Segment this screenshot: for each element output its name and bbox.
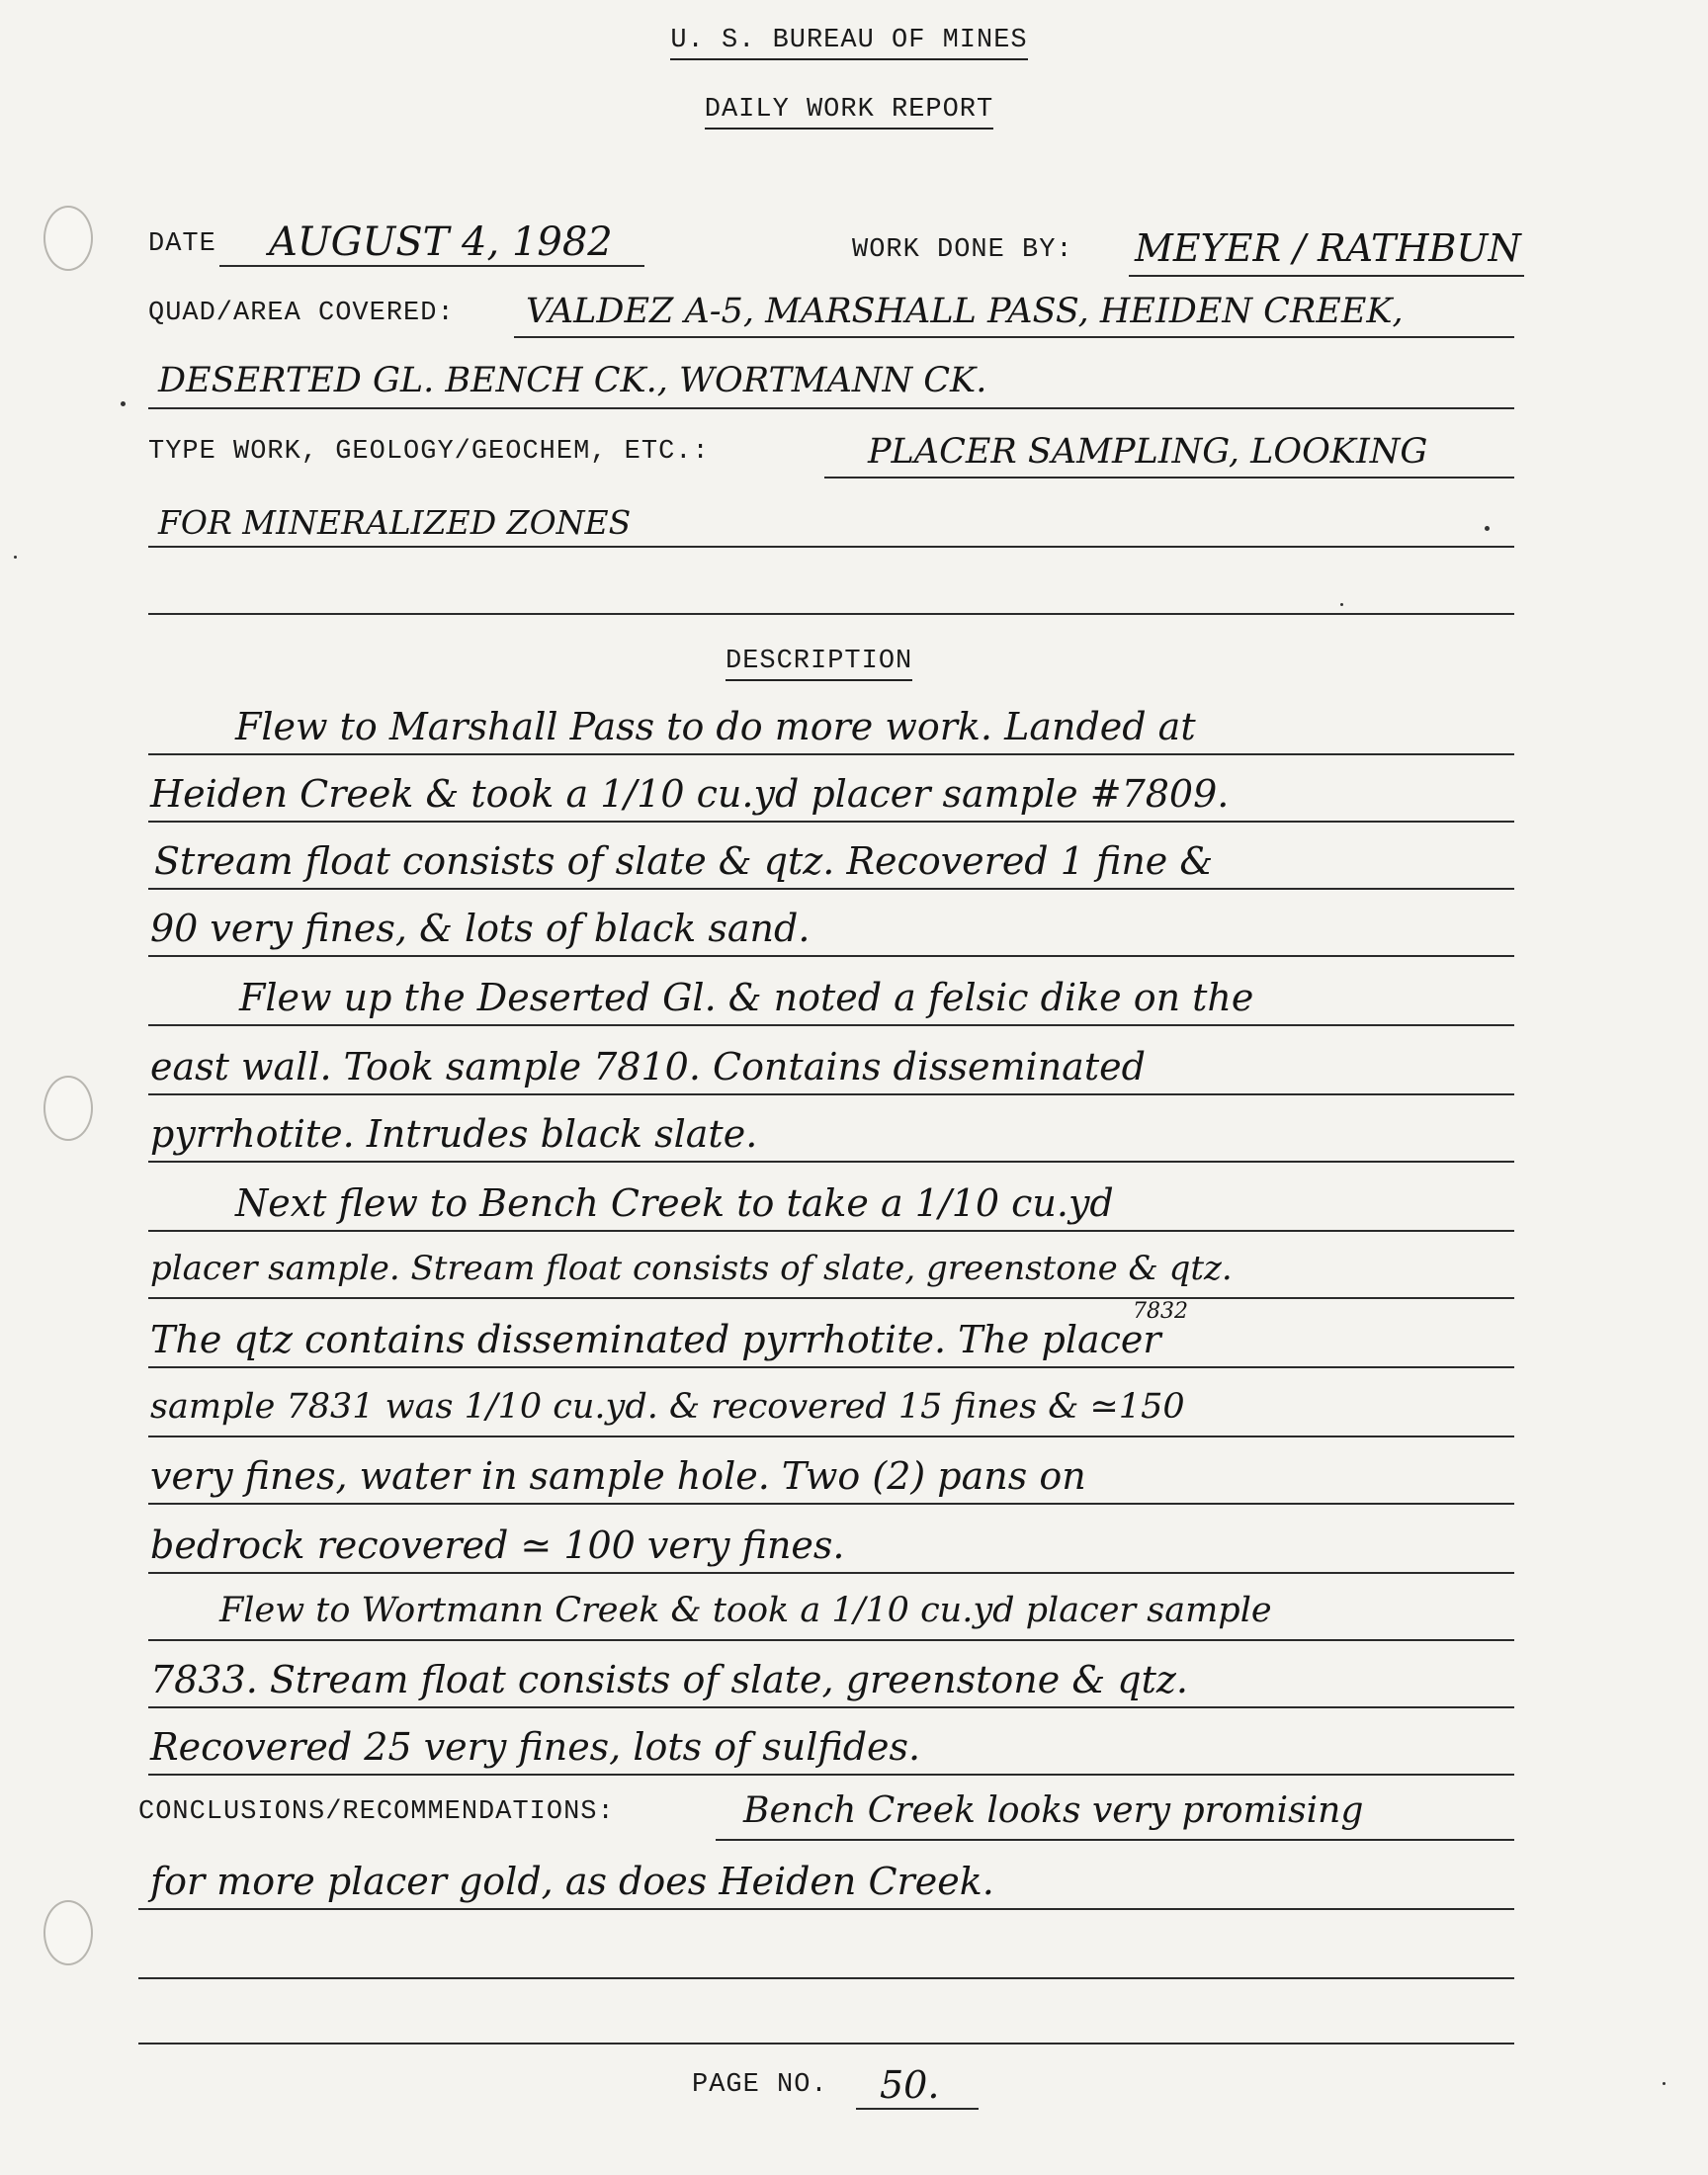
description-rule (148, 1093, 1514, 1095)
punch-hole-middle (43, 1076, 93, 1141)
quad-rule-2 (148, 407, 1514, 409)
description-line: 90 very fines, & lots of black sand. (150, 907, 811, 950)
conclusions-rule-1 (716, 1839, 1514, 1841)
description-line: sample 7831 was 1/10 cu.yd. & recovered 15 fines & ≃150 (150, 1387, 1185, 1427)
quad-rule-1 (514, 336, 1514, 338)
punch-hole-bottom (43, 1900, 93, 1965)
description-rule (148, 753, 1514, 755)
conclusions-line2: for more placer gold, as does Heiden Creek. (150, 1860, 994, 1903)
description-rule (148, 955, 1514, 957)
description-line: The qtz contains disseminated pyrrhotite. The placer (150, 1318, 1161, 1361)
description-line: Flew to Wortmann Creek & took a 1/10 cu.yd placer sample (219, 1591, 1272, 1630)
description-line: Recovered 25 very fines, lots of sulfides. (150, 1725, 921, 1769)
page-number-label: PAGE NO. (692, 2070, 828, 2100)
page-number-rule (856, 2108, 979, 2110)
description-line: Stream float consists of slate & qtz. Recovered 1 fine & (154, 839, 1214, 883)
description-rule (148, 1230, 1514, 1232)
conclusions-rule-4 (138, 2043, 1514, 2044)
quad-label: QUAD/AREA COVERED: (148, 299, 455, 328)
description-line: very fines, water in sample hole. Two (2) pans on (150, 1454, 1086, 1498)
type-work-rule-1 (824, 477, 1514, 478)
description-rule (148, 888, 1514, 890)
quad-value-line2: DESERTED GL. BENCH CK., WORTMANN CK. (158, 361, 987, 400)
type-work-value-line1: PLACER SAMPLING, LOOKING (868, 432, 1428, 472)
scan-speck (121, 401, 126, 406)
agency-title: U. S. BUREAU OF MINES (0, 26, 1703, 55)
scan-speck (1485, 526, 1490, 531)
description-rule (148, 1366, 1514, 1368)
punch-hole-top (43, 206, 93, 271)
description-rule (148, 1774, 1514, 1776)
description-rule (148, 1436, 1514, 1437)
date-rule (219, 265, 644, 267)
scan-speck (1340, 603, 1343, 606)
description-rule (148, 1024, 1514, 1026)
description-line: 7833. Stream float consists of slate, greenstone & qtz. (150, 1658, 1188, 1701)
conclusions-rule-2 (138, 1908, 1514, 1910)
type-work-rule-3 (148, 613, 1514, 615)
description-rule (148, 1161, 1514, 1163)
description-line: placer sample. Stream float consists of slate, greenstone & qtz. (150, 1249, 1233, 1288)
conclusions-label: CONCLUSIONS/RECOMMENDATIONS: (138, 1797, 615, 1827)
type-work-value-line2: FOR MINERALIZED ZONES (158, 503, 632, 542)
scan-speck (1663, 2082, 1665, 2085)
description-rule (148, 1639, 1514, 1641)
form-title: DAILY WORK REPORT (0, 95, 1703, 125)
description-rule (148, 1503, 1514, 1505)
type-work-rule-2 (148, 546, 1514, 548)
description-rule (148, 1297, 1514, 1299)
date-label: DATE (148, 229, 216, 259)
description-line: Flew to Marshall Pass to do more work. Landed at (235, 705, 1196, 748)
description-line: Next flew to Bench Creek to take a 1/10 cu.yd (235, 1181, 1114, 1225)
date-value: AUGUST 4, 1982 (269, 219, 613, 265)
sample-superscript: 7832 (1133, 1299, 1188, 1324)
scan-speck (14, 556, 17, 559)
page-number-value: 50. (880, 2063, 940, 2107)
description-rule (148, 1706, 1514, 1708)
description-rule (148, 821, 1514, 823)
description-line: Flew up the Deserted Gl. & noted a felsic dike on the (239, 976, 1254, 1019)
description-line: bedrock recovered ≃ 100 very fines. (150, 1523, 845, 1567)
quad-value-line1: VALDEZ A-5, MARSHALL PASS, HEIDEN CREEK, (526, 292, 1404, 331)
description-line: east wall. Took sample 7810. Contains disseminated (150, 1045, 1146, 1088)
description-line: Heiden Creek & took a 1/10 cu.yd placer sample #7809. (150, 772, 1230, 816)
description-rule (148, 1572, 1514, 1574)
conclusions-line1: Bench Creek looks very promising (743, 1790, 1364, 1831)
type-work-label: TYPE WORK, GEOLOGY/GEOCHEM, ETC.: (148, 437, 710, 467)
description-line: pyrrhotite. Intrudes black slate. (150, 1112, 758, 1156)
work-done-by-label: WORK DONE BY: (852, 235, 1073, 265)
work-done-by-value: MEYER / RATHBUN (1135, 226, 1521, 270)
work-done-by-rule (1129, 275, 1524, 277)
conclusions-rule-3 (138, 1977, 1514, 1979)
description-heading: DESCRIPTION (726, 647, 912, 681)
